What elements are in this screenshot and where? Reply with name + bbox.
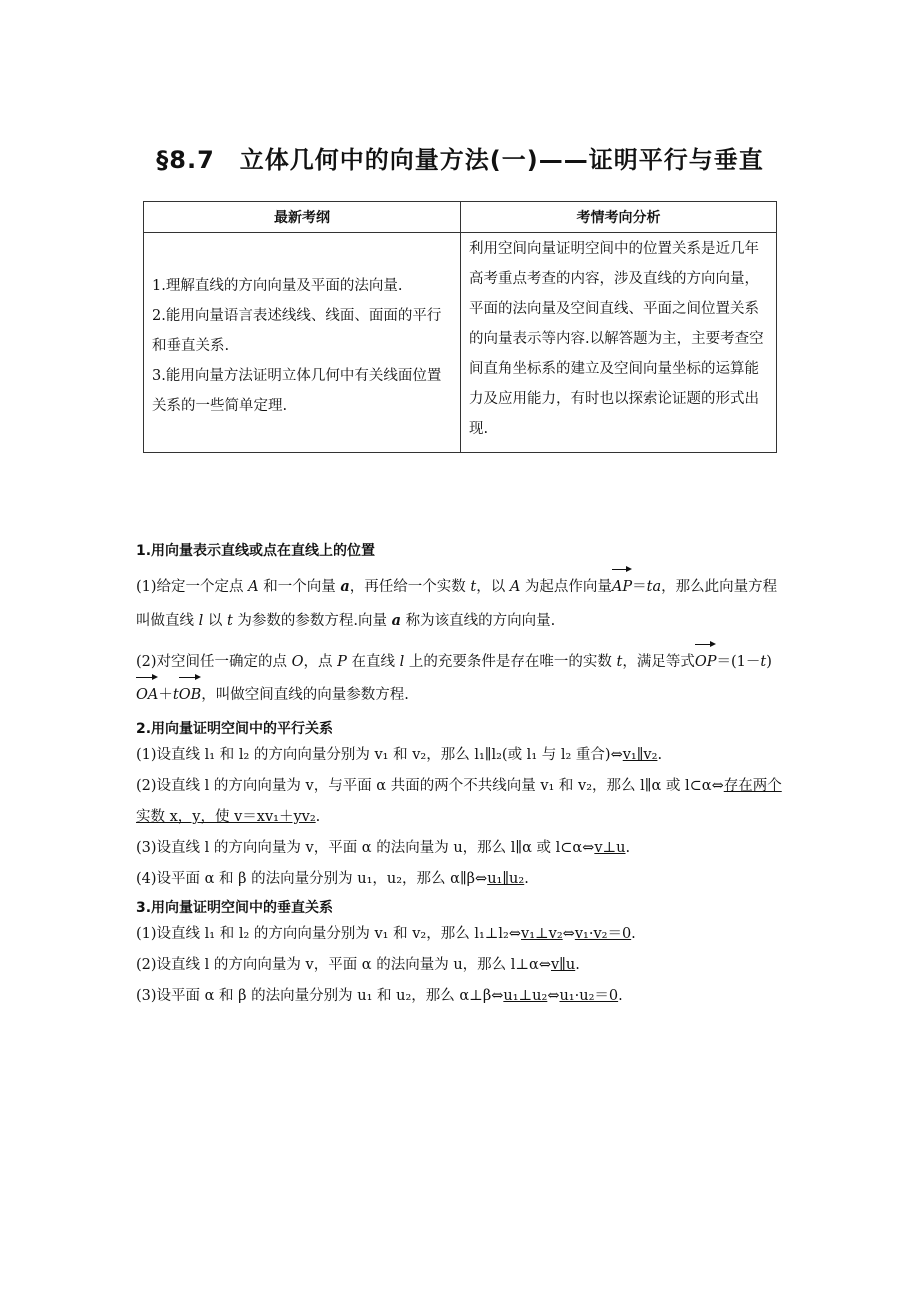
vector-oa: OA xyxy=(136,679,158,712)
table-header-syllabus: 最新考纲 xyxy=(144,202,461,233)
vector-op: OP xyxy=(695,646,717,679)
paragraph: (1)设直线 l₁ 和 l₂ 的方向向量分别为 v₁ 和 v₂，那么 l₁∥l₂(或 l₁ 与 l₂ 重合)⇔v₁∥v₂. xyxy=(136,747,663,763)
vector-ap: AP xyxy=(612,571,632,604)
section-heading: 3.用向量证明空间中的垂直关系 xyxy=(136,900,334,916)
paragraph: (1)给定一个定点 A 和一个向量 a，再任给一个实数 t，以 A 为起点作向量AP＝ta，那么此向量方程叫做直线 l 以 t 为参数的参数方程.向量 a 称为该直线的方向向量. xyxy=(136,570,786,638)
paragraph: (4)设平面 α 和 β 的法向量分别为 u₁，u₂，那么 α∥β⇔u₁∥u₂. xyxy=(136,871,529,887)
paragraph: (2)设直线 l 的方向向量为 v，与平面 α 共面的两个不共线向量 v₁ 和 v₂，那么 l∥α 或 l⊂α⇔存在两个实数 x，y，使 v＝xv₁＋yv₂. xyxy=(136,778,782,825)
paragraph: (1)设直线 l₁ 和 l₂ 的方向向量分别为 v₁ 和 v₂，那么 l₁⊥l₂⇔v₁⊥v₂⇔v₁·v₂＝0. xyxy=(136,926,636,942)
analysis-cell xyxy=(461,233,777,453)
paragraph: (2)设直线 l 的方向向量为 v，平面 α 的法向量为 u，那么 l⊥α⇔v∥u. xyxy=(136,957,580,973)
content-body xyxy=(136,540,786,1012)
syllabus-item: 1.理解直线的方向向量及平面的法向量. xyxy=(152,278,403,294)
paragraph: (3)设平面 α 和 β 的法向量分别为 u₁ 和 u₂，那么 α⊥β⇔u₁⊥u₂⇔u₁·u₂＝0. xyxy=(136,988,623,1004)
syllabus-table xyxy=(143,201,777,453)
table-header-analysis: 考情考向分析 xyxy=(461,202,777,233)
section-heading: 1.用向量表示直线或点在直线上的位置 xyxy=(136,543,376,559)
paragraph: (2)对空间任一确定的点 O，点 P 在直线 l 上的充要条件是存在唯一的实数 t，满足等式OP＝(1－t)OA＋tOB，叫做空间直线的向量参数方程. xyxy=(136,646,786,712)
analysis-text: 利用空间向量证明空间中的位置关系是近几年高考重点考查的内容，涉及直线的方向向量，平面的法向量及空间直线、平面之间位置关系的向量表示等内容.以解答题为主，主要考查空间直角坐标系的建立及空间向量坐标的运算能力及应用能力，有时也以探索论证题的形式出现. xyxy=(469,241,764,437)
section-heading: 2.用向量证明空间中的平行关系 xyxy=(136,721,334,737)
syllabus-item: 2.能用向量语言表述线线、线面、面面的平行和垂直关系. xyxy=(152,308,442,354)
syllabus-item: 3.能用向量方法证明立体几何中有关线面位置关系的一些简单定理. xyxy=(152,368,442,414)
syllabus-cell xyxy=(144,233,461,453)
page-title: §8.7 立体几何中的向量方法(一)——证明平行与垂直 xyxy=(156,146,764,174)
vector-ob: OB xyxy=(179,679,202,712)
paragraph: (3)设直线 l 的方向向量为 v，平面 α 的法向量为 u，那么 l∥α 或 l⊂α⇔v⊥u. xyxy=(136,840,631,856)
